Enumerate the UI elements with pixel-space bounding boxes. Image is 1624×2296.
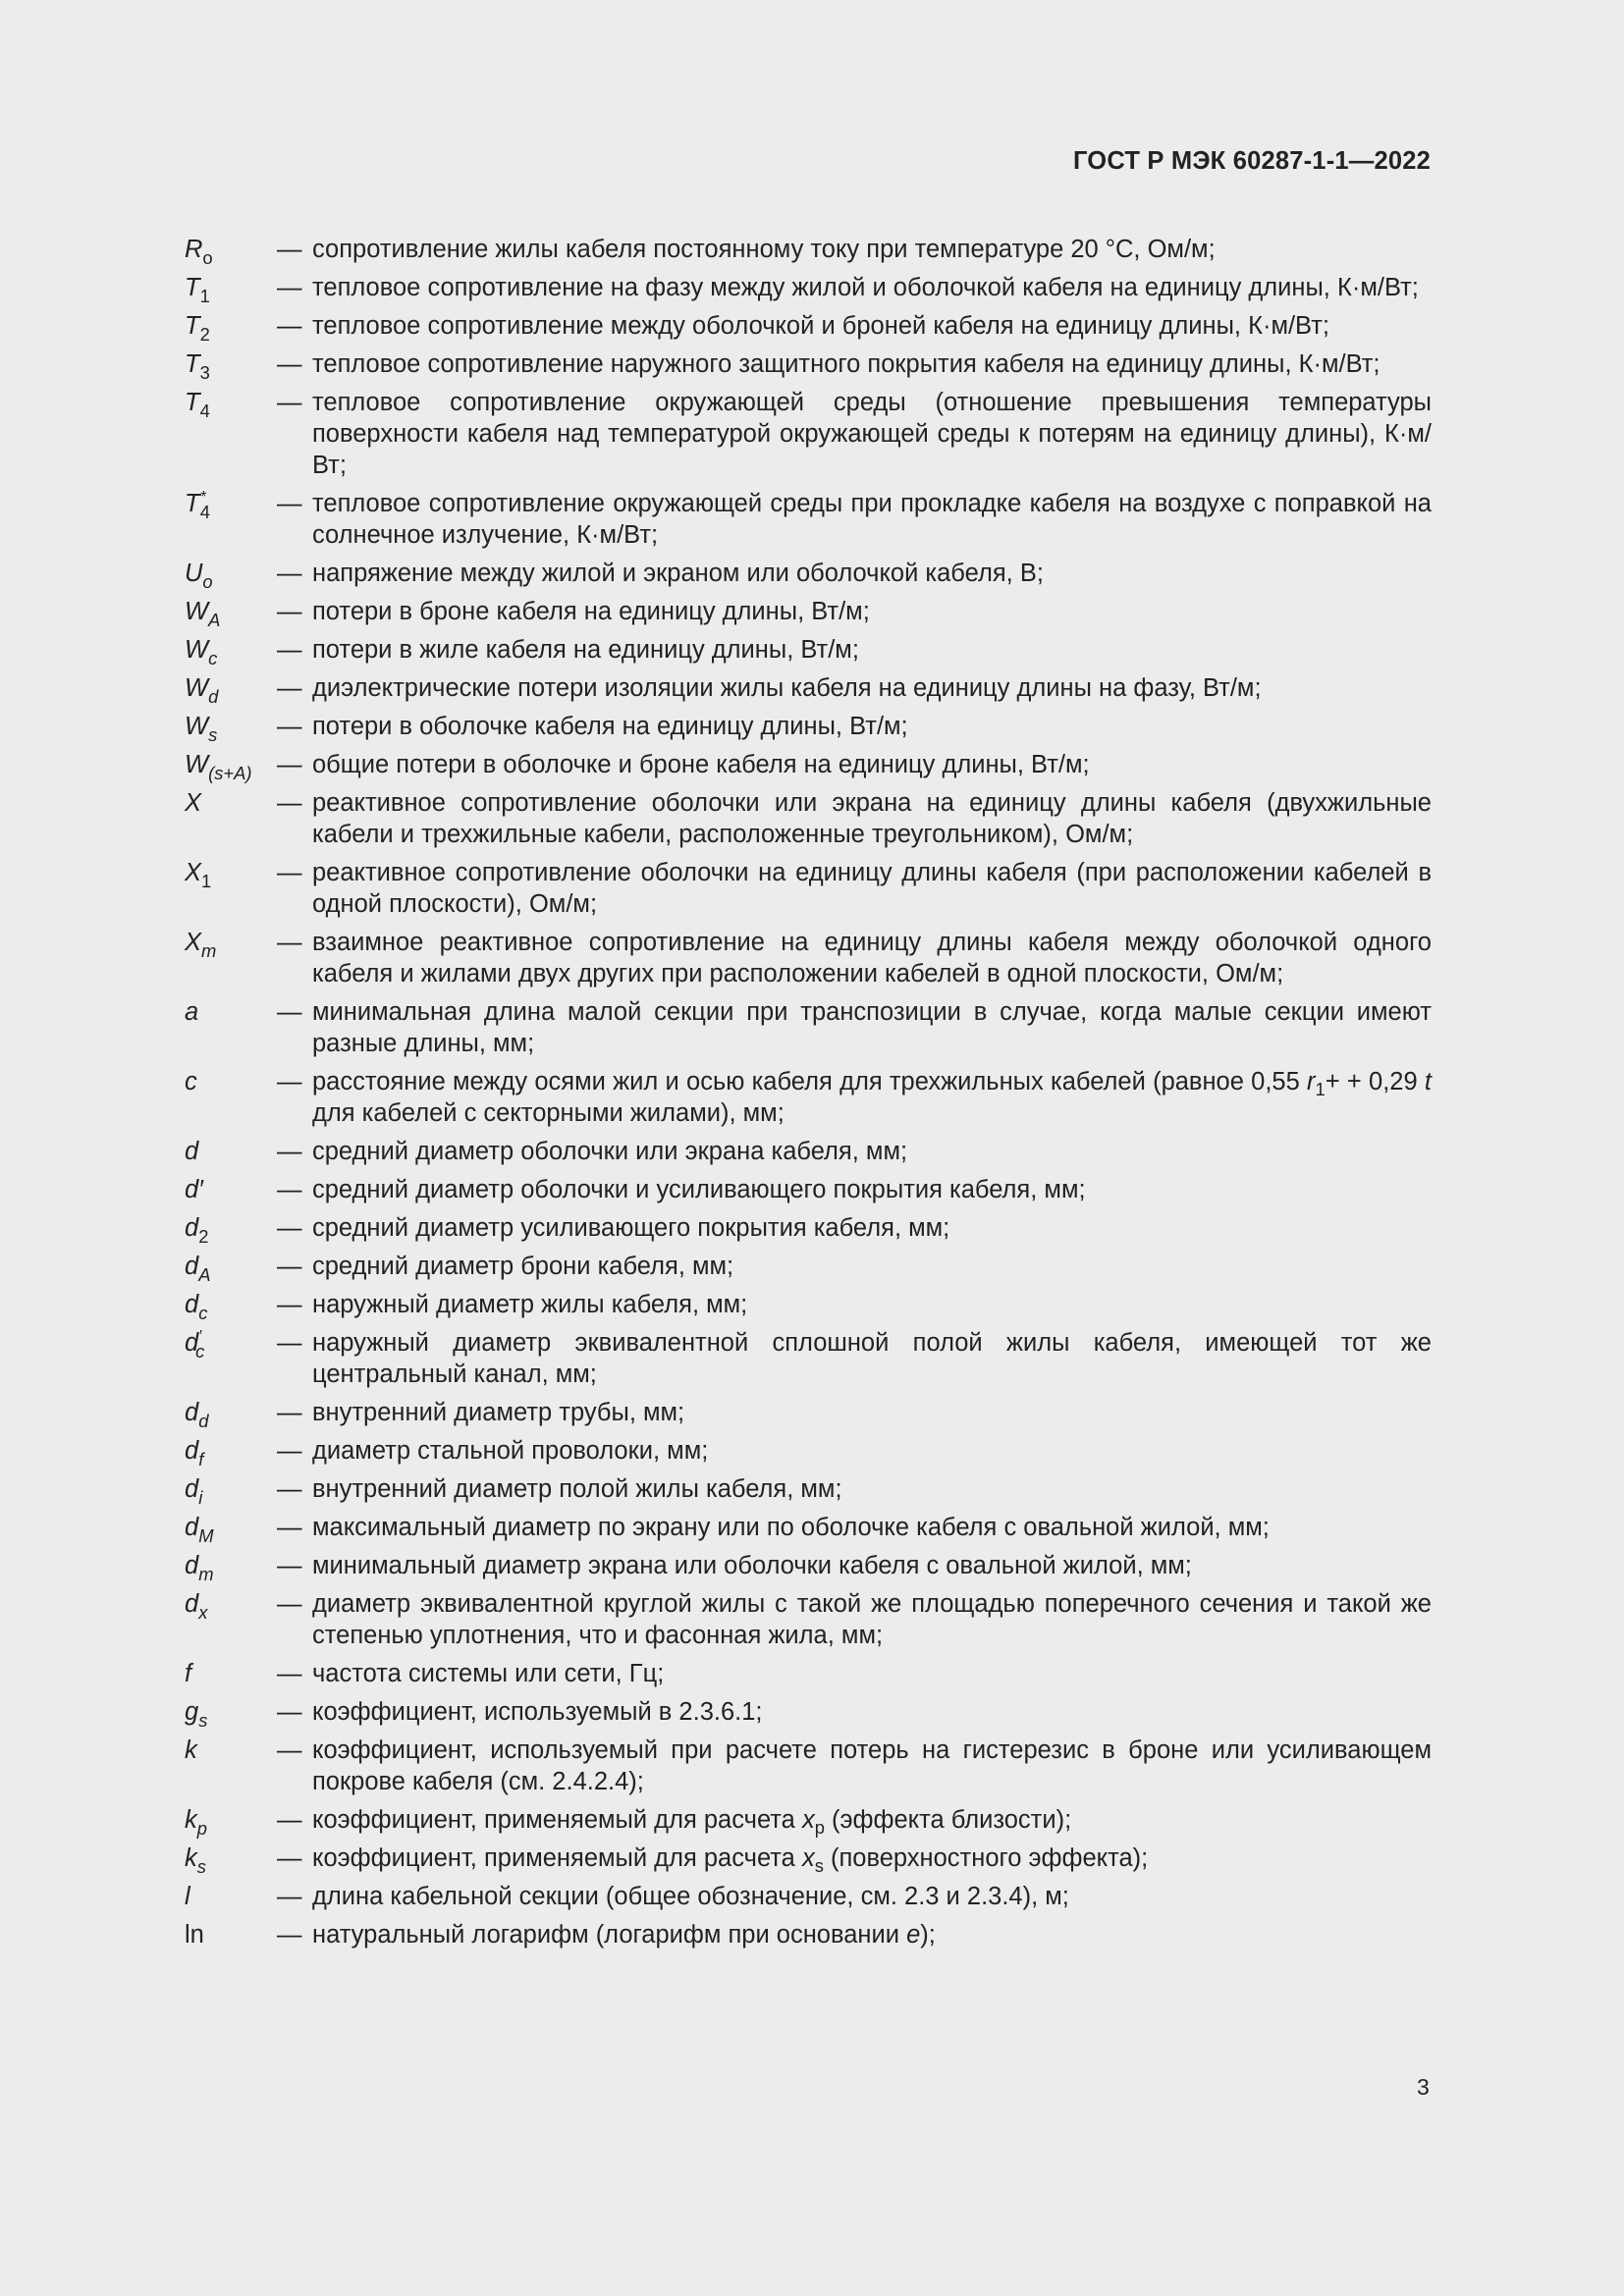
symbol-base: T [185,312,200,340]
symbol [185,272,277,306]
document-header: ГОСТ Р МЭК 60287-1-1—2022 [1072,147,1431,175]
dash: — [277,1883,302,1910]
symbol [185,1842,277,1877]
symbol [185,387,277,421]
dash: — [277,1736,302,1764]
symbol-entry [185,1658,1432,1689]
symbol-entry [185,1435,1432,1467]
symbol-description: средний диаметр усиливающего покрытия кабеля, мм; [312,1214,950,1242]
desc-symbol: t [1424,1068,1432,1095]
dash: — [277,789,302,817]
symbol-entry [185,1174,1432,1205]
symbol-entry [185,558,1432,592]
symbol-description: сопротивление жилы кабеля постоянному току при температуре 20 °С, Ом/м; [312,236,1216,263]
symbol-base: k [185,1806,197,1834]
desc-text: коэффициент, применяемый для расчета [312,1806,802,1834]
symbol [185,634,277,666]
symbol-list [185,234,1432,1957]
symbol-base: d [185,1552,199,1579]
symbol-description: диаметр эквивалентной круглой жилы с такой же площадью поперечного сечения и такой же степенью уплотнения, что и фасонная жила, мм; [312,1590,1432,1649]
dash: — [277,1437,302,1465]
dash: — [277,1844,302,1872]
symbol [185,1397,277,1431]
symbol-entry [185,310,1432,345]
dash: — [277,1590,302,1618]
symbol-subscript: x [198,1602,208,1623]
dash: — [277,1329,302,1357]
symbol-description: общие потери в оболочке и броне кабеля на единицу длины, Вт/м; [312,751,1090,778]
symbol [185,1327,277,1362]
symbol-entry [185,1881,1432,1912]
symbol-base: W [185,713,209,740]
symbol [185,927,277,961]
symbol [185,787,277,819]
symbol-base: W [185,636,209,664]
desc-symbol: e [906,1921,921,1949]
symbol-base: T [185,490,200,517]
symbol-entry [185,1550,1432,1584]
dash: — [277,1176,302,1203]
symbol-entry [185,1473,1432,1508]
symbol-base: U [185,560,203,587]
dash: — [277,1214,302,1242]
symbol-entry [185,1397,1432,1431]
symbol-base: X [185,929,202,956]
symbol-base: a [185,998,199,1026]
symbol-subscript: 4 [199,400,210,421]
symbol [185,672,277,707]
symbol-description: длина кабельной секции (общее обозначение, см. 2.3 и 2.3.4), м; [312,1883,1069,1910]
symbol [185,1919,277,1950]
symbol [185,348,277,383]
symbol-entry [185,1289,1432,1323]
symbol-entry [185,1212,1432,1247]
symbol-entry [185,1735,1432,1797]
symbol-subscript: s [198,1710,208,1731]
symbol [185,1251,277,1285]
symbol-description: внутренний диаметр трубы, мм; [312,1399,685,1426]
symbol-base: f [185,1660,192,1687]
desc-text: коэффициент, применяемый для расчета [312,1844,802,1872]
desc-subscript: p [814,1817,825,1838]
desc-text: расстояние между осями жил и осью кабеля для трехжильных кабелей (равное 0,55 [312,1068,1308,1095]
symbol-subscript: 2 [199,324,210,345]
symbol [185,1658,277,1689]
symbol-base: d [185,1399,199,1426]
symbol-entry [185,634,1432,666]
symbol-subscript: o [202,247,213,268]
symbol [185,749,277,783]
symbol-base: d [185,1514,199,1541]
symbol-description: диэлектрические потери изоляции жилы кабеля на единицу длины на фазу, Вт/м; [312,674,1262,702]
symbol-subscript: (s+A) [208,763,252,783]
symbol-subscript: c [195,1341,205,1362]
dash: — [277,312,302,340]
symbol [185,1881,277,1912]
symbol-entry [185,1842,1432,1877]
symbol-entry [185,272,1432,306]
symbol-entry [185,1327,1432,1390]
symbol-base: d [185,1329,199,1357]
dash: — [277,598,302,625]
symbol [185,488,277,522]
symbol-description: диаметр стальной проволоки, мм; [312,1437,709,1465]
symbol-description: средний диаметр брони кабеля, мм; [312,1253,734,1280]
symbol-description: наружный диаметр жилы кабеля, мм; [312,1291,748,1318]
symbol-subscript: A [208,610,221,630]
symbol [185,1473,277,1508]
dash: — [277,1475,302,1503]
dash: — [277,1660,302,1687]
symbol-subscript: 1 [201,871,212,891]
dash: — [277,1253,302,1280]
symbol-subscript: p [196,1818,207,1839]
symbol-entry [185,1512,1432,1546]
desc-text: ); [920,1921,936,1949]
symbol-entry [185,1136,1432,1167]
symbol-subscript: c [208,648,218,668]
symbol-description: реактивное сопротивление оболочки на единицу длины кабеля (при расположении кабелей в одной плоскости), Ом/м; [312,859,1432,918]
symbol-subscript: f [198,1449,204,1469]
symbol-subscript: m [201,940,217,961]
symbol [185,1804,277,1839]
symbol [185,1696,277,1731]
symbol [185,1136,277,1167]
symbol-base: R [185,236,203,263]
desc-subscript: s [814,1855,824,1876]
symbol-base: W [185,751,209,778]
symbol [185,1212,277,1247]
symbol-description: минимальный диаметр экрана или оболочки кабеля с овальной жилой, мм; [312,1552,1192,1579]
symbol-description [312,1919,1432,1950]
symbol-subscript: s [208,724,218,745]
symbol-entry [185,387,1432,481]
symbol-entry [185,672,1432,707]
symbol-entry [185,711,1432,745]
symbol [185,596,277,630]
symbol-description: коэффициент, используемый в 2.3.6.1; [312,1698,763,1726]
symbol-base: X [185,789,202,817]
symbol [185,1550,277,1584]
symbol-description: тепловое сопротивление наружного защитного покрытия кабеля на единицу длины, К·м/Вт; [312,350,1380,378]
symbol-superscript: ′ [198,1328,202,1345]
dash: — [277,350,302,378]
symbol-subscript: A [198,1264,211,1285]
symbol-subscript: M [198,1525,214,1546]
symbol-description: частота системы или сети, Гц; [312,1660,665,1687]
symbol-base: d [185,1214,199,1242]
dash: — [277,389,302,416]
dash: — [277,859,302,886]
dash: — [277,1138,302,1165]
symbol [185,310,277,345]
symbol-subscript: 3 [199,362,210,383]
dash: — [277,490,302,517]
symbol-entry [185,996,1432,1059]
symbol-subscript: s [196,1856,206,1877]
desc-text: для кабелей с секторными жилами), мм; [312,1099,785,1127]
dash: — [277,274,302,301]
symbol-description: потери в оболочке кабеля на единицу длины, Вт/м; [312,713,908,740]
desc-subscript: 1 [1315,1079,1326,1099]
symbol-description: внутренний диаметр полой жилы кабеля, мм; [312,1475,842,1503]
symbol [185,1735,277,1766]
symbol-entry [185,348,1432,383]
symbol [185,234,277,268]
symbol [185,1289,277,1323]
symbol-base: k [185,1736,197,1764]
dash: — [277,636,302,664]
symbol-entry [185,1066,1432,1129]
symbol-base: T [185,350,200,378]
symbol-description: напряжение между жилой и экраном или оболочкой кабеля, В; [312,560,1044,587]
symbol-base: d [185,1590,199,1618]
symbol-entry [185,488,1432,551]
symbol [185,1588,277,1623]
symbol-base: d [185,1437,199,1465]
dash: — [277,998,302,1026]
dash: — [277,929,302,956]
symbol-base: g [185,1698,199,1726]
symbol-description: тепловое сопротивление окружающей среды при прокладке кабеля на воздухе с поправкой на солнечное излучение, К·м/Вт; [312,490,1432,549]
symbol [185,996,277,1028]
symbol-description: коэффициент, используемый при расчете потерь на гистерезис в броне или усиливающем покрове кабеля (см. 2.4.2.4); [312,1736,1432,1795]
symbol [185,857,277,891]
symbol-base: c [185,1068,197,1095]
symbol-entry [185,787,1432,850]
symbol-entry [185,1588,1432,1651]
desc-text: (эффекта близости); [824,1806,1072,1834]
symbol-subscript: m [198,1564,214,1584]
dash: — [277,1291,302,1318]
symbol-base: W [185,674,209,702]
dash: — [277,1552,302,1579]
symbol-entry [185,749,1432,783]
dash: — [277,1921,302,1949]
symbol-subscript: d [208,686,219,707]
symbol-description: взаимное реактивное сопротивление на единицу длины кабеля между оболочкой одного кабеля и жилами двух других при расположении кабелей в одной плоскости, Ом/м; [312,929,1432,988]
symbol-description: реактивное сопротивление оболочки или экрана на единицу длины кабеля (двухжильные кабели и трехжильные кабели, расположенные треугольником), Ом/м; [312,789,1432,848]
symbol-base: d′ [185,1176,203,1203]
symbol-entry [185,596,1432,630]
symbol-base: l [185,1883,190,1910]
symbol-description: наружный диаметр эквивалентной сплошной полой жилы кабеля, имеющей тот же центральный канал, мм; [312,1329,1432,1388]
dash: — [277,713,302,740]
symbol-description [312,1066,1432,1129]
symbol-subscript: d [198,1411,209,1431]
symbol-entry [185,1804,1432,1839]
symbol-description: тепловое сопротивление на фазу между жилой и оболочкой кабеля на единицу длины, К·м/Вт; [312,274,1419,301]
dash: — [277,1806,302,1834]
symbol-base: T [185,274,200,301]
symbol-subscript: i [198,1487,203,1508]
symbol-base: k [185,1844,197,1872]
symbol-subscript: 2 [198,1226,209,1247]
dash: — [277,1399,302,1426]
symbol-entry [185,857,1432,920]
symbol-description: потери в жиле кабеля на единицу длины, Вт/м; [312,636,859,664]
desc-text: (поверхностного эффекта); [823,1844,1149,1872]
symbol-entry [185,1251,1432,1285]
dash: — [277,751,302,778]
symbol-entry [185,234,1432,268]
symbol [185,1174,277,1205]
symbol-entry [185,1919,1432,1950]
symbol-description: тепловое сопротивление окружающей среды (отношение превышения температуры поверхности кабеля над температурой окружающей среды к потерям на единицу длины), К·м/Вт; [312,389,1432,479]
symbol-base: X [185,859,202,886]
symbol [185,1066,277,1097]
symbol-base: d [185,1253,199,1280]
symbol-entry [185,927,1432,989]
symbol-description: максимальный диаметр по экрану или по оболочке кабеля с овальной жилой, мм; [312,1514,1270,1541]
dash: — [277,1514,302,1541]
symbol-description [312,1842,1432,1874]
symbol-base: d [185,1475,199,1503]
symbol-subscript: 1 [199,286,210,306]
symbol-description [312,1804,1432,1836]
dash: — [277,1068,302,1095]
symbol-description: минимальная длина малой секции при транспозиции в случае, когда малые секции имеют разные длины, мм; [312,998,1432,1057]
desc-symbol: x [801,1844,815,1872]
desc-symbol: x [801,1806,815,1834]
symbol-subscript: c [198,1303,208,1323]
symbol-base: d [185,1138,199,1165]
symbol-description: потери в броне кабеля на единицу длины, Вт/м; [312,598,870,625]
symbol-description: средний диаметр оболочки и усиливающего покрытия кабеля, мм; [312,1176,1086,1203]
symbol-base: W [185,598,209,625]
symbol-subscript: 4 [199,502,210,522]
symbol-subscript: o [202,571,213,592]
symbol [185,1512,277,1546]
symbol-base: T [185,389,200,416]
symbol-base: d [185,1291,199,1318]
desc-symbol: r [1307,1068,1316,1095]
symbol [185,1435,277,1467]
symbol-entry [185,1696,1432,1731]
desc-text: натуральный логарифм (логарифм при основании [312,1921,907,1949]
page-number: 3 [1417,2074,1430,2100]
dash: — [277,1698,302,1726]
symbol-superscript: * [199,489,206,506]
symbol [185,711,277,745]
dash: — [277,560,302,587]
symbol-description: тепловое сопротивление между оболочкой и броней кабеля на единицу длины, К·м/Вт; [312,312,1329,340]
symbol [185,558,277,592]
symbol-description: средний диаметр оболочки или экрана кабеля, мм; [312,1138,908,1165]
symbol-base: ln [185,1921,204,1949]
dash: — [277,674,302,702]
desc-text: + + 0,29 [1325,1068,1425,1095]
dash: — [277,236,302,263]
